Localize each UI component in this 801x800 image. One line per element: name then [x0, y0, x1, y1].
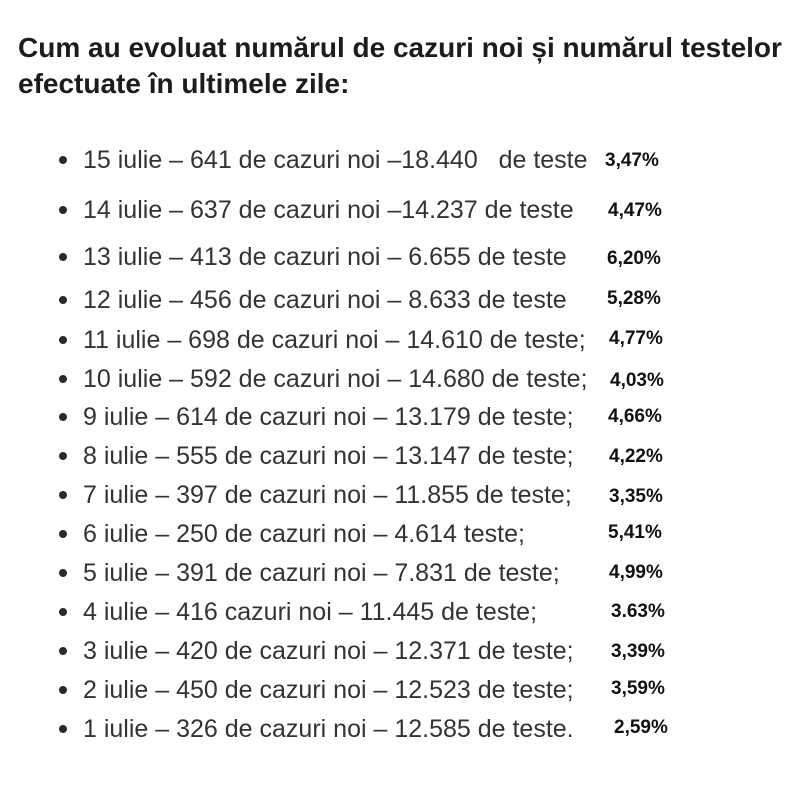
bullet-icon [59, 206, 67, 214]
bullet-icon [59, 491, 67, 499]
list-item [0, 481, 801, 510]
bullet-icon [59, 686, 67, 694]
item-percent: 3,59% [611, 678, 665, 699]
item-text: 11 iulie – 698 de cazuri noi – 14.610 de teste; [83, 326, 586, 354]
item-text: 14 iulie – 637 de cazuri noi –14.237 de teste [83, 196, 574, 224]
bullet-icon [59, 413, 67, 421]
bullet-icon [59, 647, 67, 655]
item-percent: 3,39% [611, 641, 665, 662]
item-text: 13 iulie – 413 de cazuri noi – 6.655 de teste [83, 243, 567, 271]
item-text: 10 iulie – 592 de cazuri noi – 14.680 de teste; [83, 365, 588, 393]
item-percent: 4,99% [609, 562, 663, 583]
bullet-icon [59, 375, 67, 383]
item-text: 6 iulie – 250 de cazuri noi – 4.614 teste; [83, 520, 525, 548]
list-item [0, 520, 801, 549]
bullet-icon [59, 452, 67, 460]
list-item [0, 676, 801, 705]
list-item [0, 637, 801, 666]
list-item [0, 559, 801, 588]
list-item [0, 403, 801, 432]
item-text: 9 iulie – 614 de cazuri noi – 13.179 de teste; [83, 403, 574, 431]
item-text: 15 iulie – 641 de cazuri noi –18.440 de teste [83, 146, 588, 174]
item-percent: 5,28% [607, 288, 661, 309]
item-percent: 4,66% [608, 406, 662, 427]
item-percent: 4,77% [609, 328, 663, 349]
item-text: 5 iulie – 391 de cazuri noi – 7.831 de teste; [83, 559, 560, 587]
list-item [0, 442, 801, 471]
item-percent: 6,20% [607, 248, 661, 269]
item-percent: 3,35% [609, 486, 663, 507]
list-item [0, 365, 801, 394]
item-text: 4 iulie – 416 cazuri noi – 11.445 de teste; [83, 598, 538, 626]
bullet-icon [59, 253, 67, 261]
item-text: 3 iulie – 420 de cazuri noi – 12.371 de teste; [83, 637, 574, 665]
list-item [0, 286, 801, 315]
item-text: 8 iulie – 555 de cazuri noi – 13.147 de teste; [83, 442, 574, 470]
bullet-icon [59, 530, 67, 538]
item-percent: 4,03% [610, 370, 664, 391]
bullet-icon [59, 725, 67, 733]
bullet-icon [59, 296, 67, 304]
bullet-icon [59, 569, 67, 577]
page-title: Cum au evoluat numărul de cazuri noi și numărul testelor efectuate în ultimele zile: [18, 32, 782, 99]
item-text: 2 iulie – 450 de cazuri noi – 12.523 de teste; [83, 676, 574, 704]
item-text: 12 iulie – 456 de cazuri noi – 8.633 de teste [83, 286, 567, 314]
list-item [0, 598, 801, 627]
item-text: 7 iulie – 397 de cazuri noi – 11.855 de teste; [83, 481, 572, 509]
item-percent: 3,47% [605, 150, 659, 171]
list-item [0, 196, 801, 225]
item-percent: 5,41% [608, 522, 662, 543]
bullet-icon [59, 336, 67, 344]
item-percent: 4,47% [608, 200, 662, 221]
item-percent: 3.63% [611, 601, 665, 622]
list-item [0, 326, 801, 355]
list-item [0, 243, 801, 272]
bullet-icon [59, 608, 67, 616]
item-percent: 4,22% [609, 446, 663, 467]
list-item [0, 715, 801, 744]
item-text: 1 iulie – 326 de cazuri noi – 12.585 de teste. [83, 715, 574, 743]
item-percent: 2,59% [614, 717, 668, 738]
bullet-icon [59, 156, 67, 164]
list-item [0, 146, 801, 175]
